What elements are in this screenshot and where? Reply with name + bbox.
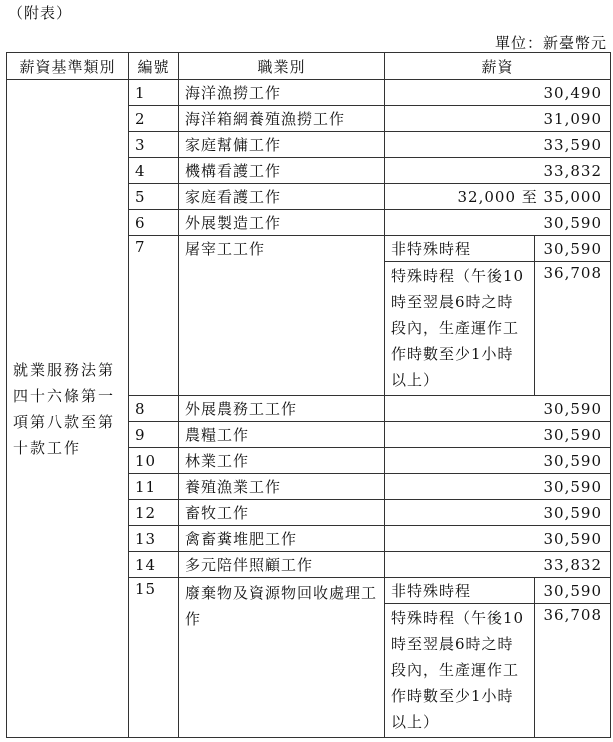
row-salary: 30,590 xyxy=(385,422,611,448)
header-occupation: 職業別 xyxy=(179,53,385,80)
wage-table xyxy=(6,52,611,738)
special-label: 特殊時程（午後10時至翌晨6時之時段內，生產運作工作時數至少1小時以上） xyxy=(385,262,535,396)
non-special-label: 非特殊時程 xyxy=(385,578,535,604)
row-number: 6 xyxy=(129,210,179,236)
row-occupation: 海洋箱網養殖漁撈工作 xyxy=(179,106,385,132)
row-occupation: 家庭幫傭工作 xyxy=(179,132,385,158)
row-occupation: 林業工作 xyxy=(179,448,385,474)
header-salary: 薪資 xyxy=(385,53,611,80)
row-number: 2 xyxy=(129,106,179,132)
non-special-label: 非特殊時程 xyxy=(385,236,535,262)
row-number: 12 xyxy=(129,500,179,526)
row-occupation: 海洋漁撈工作 xyxy=(179,80,385,106)
row-salary: 30,490 xyxy=(385,80,611,106)
special-label: 特殊時程（午後10時至翌晨6時之時段內，生產運作工作時數至少1小時以上） xyxy=(385,604,535,738)
header-number: 編號 xyxy=(129,53,179,80)
row-number: 10 xyxy=(129,448,179,474)
row-salary: 30,590 xyxy=(385,210,611,236)
header-row xyxy=(7,53,611,80)
row-salary: 33,832 xyxy=(385,552,611,578)
row-salary: 30,590 xyxy=(385,474,611,500)
row-salary: 30,590 xyxy=(385,500,611,526)
row-number: 15 xyxy=(129,578,179,738)
header-category: 薪資基準類別 xyxy=(7,53,129,80)
row-number: 11 xyxy=(129,474,179,500)
row-number: 7 xyxy=(129,236,179,396)
row-occupation: 外展農務工工作 xyxy=(179,396,385,422)
special-salary: 36,708 xyxy=(535,604,611,738)
row-occupation: 多元陪伴照顧工作 xyxy=(179,552,385,578)
row-number: 13 xyxy=(129,526,179,552)
row-number: 8 xyxy=(129,396,179,422)
row-occupation: 機構看護工作 xyxy=(179,158,385,184)
row-number: 5 xyxy=(129,184,179,210)
row-occupation: 養殖漁業工作 xyxy=(179,474,385,500)
non-special-salary: 30,590 xyxy=(535,578,611,604)
special-salary: 36,708 xyxy=(535,262,611,396)
row-occupation: 禽畜糞堆肥工作 xyxy=(179,526,385,552)
row-occupation: 農糧工作 xyxy=(179,422,385,448)
category-cell: 就業服務法第四十六條第一項第八款至第十款工作 xyxy=(7,80,129,738)
unit-label: 單位：新臺幣元 xyxy=(494,34,607,52)
row-number: 1 xyxy=(129,80,179,106)
attachment-label: （附表） xyxy=(8,4,73,22)
row-occupation: 畜牧工作 xyxy=(179,500,385,526)
row-number: 9 xyxy=(129,422,179,448)
row-salary: 30,590 xyxy=(385,448,611,474)
table-row xyxy=(7,80,611,106)
row-number: 14 xyxy=(129,552,179,578)
row-number: 4 xyxy=(129,158,179,184)
row-occupation: 外展製造工作 xyxy=(179,210,385,236)
row-occupation: 廢棄物及資源物回收處理工作 xyxy=(179,578,385,738)
non-special-salary: 30,590 xyxy=(535,236,611,262)
row-number: 3 xyxy=(129,132,179,158)
row-salary: 30,590 xyxy=(385,396,611,422)
row-salary: 32,000 至 35,000 xyxy=(385,184,611,210)
row-occupation: 家庭看護工作 xyxy=(179,184,385,210)
row-salary: 30,590 xyxy=(385,526,611,552)
row-salary: 33,832 xyxy=(385,158,611,184)
row-salary: 31,090 xyxy=(385,106,611,132)
row-salary: 33,590 xyxy=(385,132,611,158)
row-occupation: 屠宰工工作 xyxy=(179,236,385,396)
